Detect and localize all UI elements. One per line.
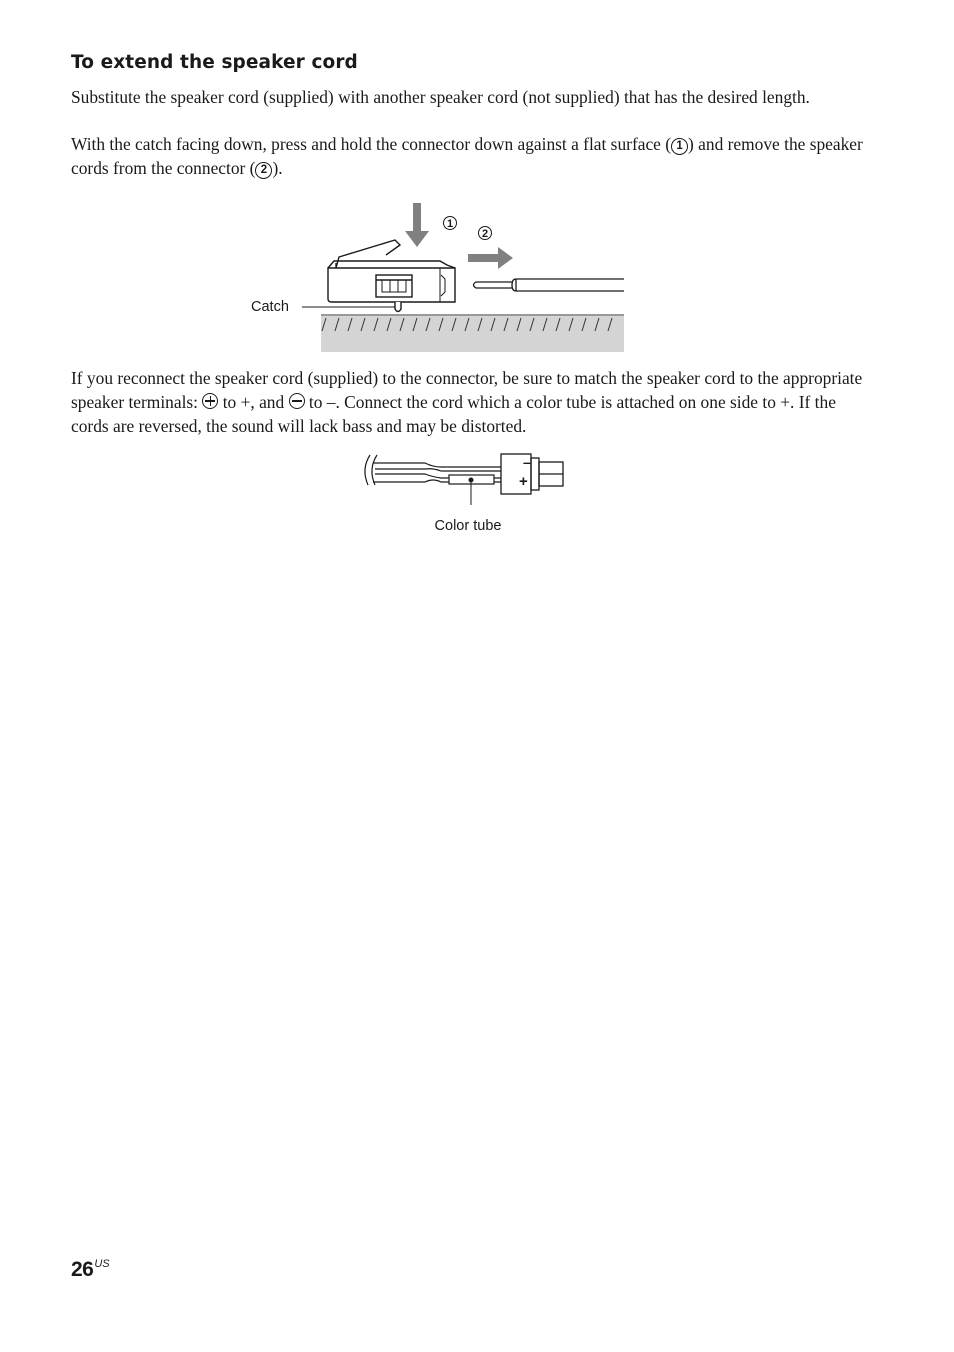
para3-text-b: to +, and xyxy=(218,392,289,412)
instruction-paragraph-2 xyxy=(71,132,871,180)
speaker-connector xyxy=(328,240,455,312)
color-tube-diagram xyxy=(355,445,575,540)
step-2-marker: 2 xyxy=(255,162,272,179)
cord-connector xyxy=(501,454,563,494)
para2-text-b: ) and remove the speaker cords from the connector ( xyxy=(71,134,863,178)
connector-removal-diagram xyxy=(240,195,640,357)
instruction-paragraph-3 xyxy=(71,366,871,438)
plus-mark: + xyxy=(519,473,528,490)
page-number: 26 xyxy=(71,1258,94,1281)
step-2-number: 2 xyxy=(481,228,489,240)
region-code: US xyxy=(94,1258,110,1270)
step-1-number: 1 xyxy=(446,218,454,230)
minus-terminal-icon xyxy=(289,393,305,409)
press-down-arrow-icon xyxy=(405,203,429,247)
flat-surface xyxy=(321,315,624,352)
para3-text-a: If you reconnect the speaker cord (supplied) to the connector, be sure to match the speaker cord to the appropriate speaker terminals: xyxy=(71,368,863,412)
minus-mark: – xyxy=(523,454,531,470)
speaker-cord xyxy=(474,279,625,291)
pull-out-arrow-icon xyxy=(468,247,513,269)
step-1-marker: 1 xyxy=(671,138,688,155)
plus-terminal-icon xyxy=(202,393,218,409)
para2-text-a: With the catch facing down, press and hold the connector down against a flat surface ( xyxy=(71,134,672,154)
page-footer xyxy=(71,1258,110,1282)
para3-text-c: to –. Connect the cord which a color tube is attached on one side to +. If the cords are reversed, the sound will lack bass and may be distorted. xyxy=(71,392,836,436)
para2-text-c: ). xyxy=(272,158,283,178)
color-tube-label: Color tube xyxy=(434,518,502,534)
instruction-paragraph-1: Substitute the speaker cord (supplied) with another speaker cord (not supplied) that has the desired length. xyxy=(71,87,810,107)
section-heading: To extend the speaker cord xyxy=(71,52,358,73)
catch-label: Catch xyxy=(251,299,289,315)
